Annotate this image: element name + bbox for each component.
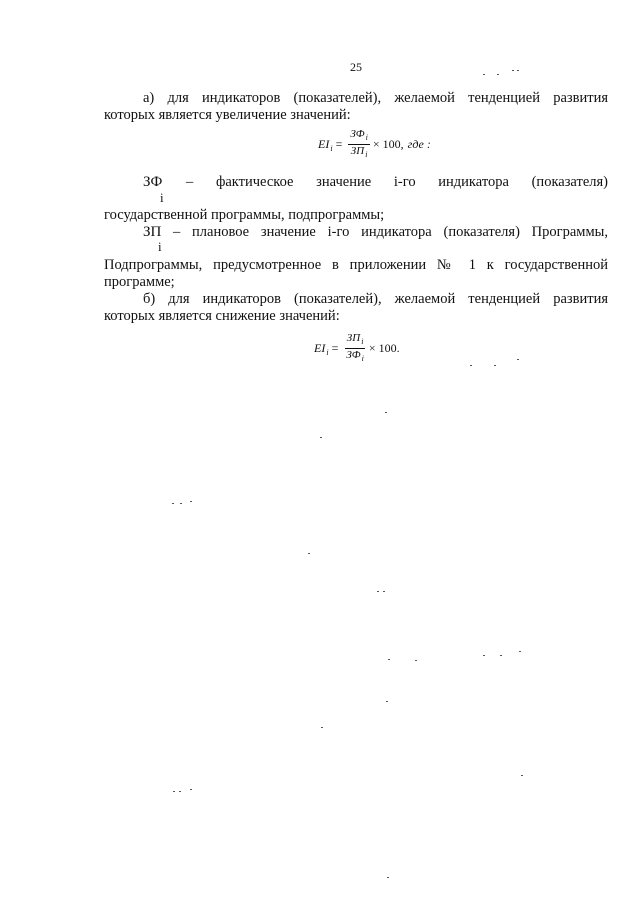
scan-speck bbox=[497, 74, 499, 75]
scan-speck bbox=[519, 651, 521, 652]
def-zf-line-2: государственной программы, подпрограммы; bbox=[104, 207, 385, 223]
scan-speck bbox=[517, 70, 519, 71]
scan-speck bbox=[517, 359, 519, 360]
def-zf-symbol: ЗФ bbox=[143, 174, 163, 190]
def-zp-subscript: i bbox=[158, 239, 162, 254]
page-number: 25 bbox=[350, 60, 362, 74]
formula-where: где : bbox=[407, 137, 431, 151]
para-a-line-2: которых является увеличение значений: bbox=[104, 107, 351, 123]
scan-speck bbox=[521, 775, 523, 776]
formula-fraction bbox=[344, 332, 366, 365]
scan-speck bbox=[321, 727, 323, 728]
def-zf-subscript: i bbox=[160, 190, 164, 205]
scan-speck bbox=[470, 365, 472, 366]
scan-speck bbox=[483, 655, 485, 656]
formula-numerator: $ЗП_i$ bbox=[345, 332, 366, 349]
scan-speck bbox=[494, 365, 496, 366]
scan-speck bbox=[180, 503, 182, 504]
formula-lhs: $EI_i$ bbox=[314, 340, 329, 357]
formula-decrease bbox=[314, 332, 400, 365]
def-zf-line-1: – фактическое значение i-го индикатора (показателя) bbox=[186, 174, 608, 190]
scan-speck bbox=[172, 503, 174, 504]
def-zp-line-2: Подпрограммы, предусмотренное в приложении № 1 к государственной bbox=[104, 257, 608, 273]
scan-speck bbox=[387, 877, 389, 878]
formula-numerator: $ЗФ_i$ bbox=[348, 128, 370, 145]
formula-denominator: $ЗП_i$ bbox=[350, 145, 368, 159]
formula-lhs: $EI_i$ bbox=[318, 136, 333, 153]
scan-speck bbox=[179, 791, 181, 792]
formula-increase bbox=[318, 128, 431, 161]
def-zp-symbol: ЗП bbox=[143, 224, 162, 240]
scan-speck bbox=[173, 791, 175, 792]
scan-speck bbox=[415, 660, 417, 661]
scan-speck bbox=[386, 701, 388, 702]
def-zp-line-3: программе; bbox=[104, 274, 175, 290]
scan-speck bbox=[308, 553, 310, 554]
formula-fraction bbox=[348, 128, 370, 161]
formula-denominator: $ЗФ_i$ bbox=[346, 349, 364, 363]
scan-speck bbox=[377, 591, 379, 592]
scan-speck bbox=[383, 591, 385, 592]
para-b-line-1: б) для индикаторов (показателей), желаемой тенденцией развития bbox=[143, 291, 608, 307]
para-a-line-1: а) для индикаторов (показателей), желаемой тенденцией развития bbox=[143, 90, 608, 106]
formula-multiplier: × 100. bbox=[368, 341, 400, 355]
scan-speck bbox=[483, 74, 485, 75]
scan-speck bbox=[320, 437, 322, 438]
scan-speck bbox=[385, 412, 387, 413]
formula-equals: = bbox=[331, 341, 339, 355]
formula-equals: = bbox=[335, 137, 343, 151]
para-b-line-2: которых является снижение значений: bbox=[104, 308, 340, 324]
def-zp-line-1: – плановое значение i-го индикатора (показателя) Программы, bbox=[173, 224, 608, 240]
scan-speck bbox=[500, 655, 502, 656]
scan-speck bbox=[190, 789, 192, 790]
scan-speck bbox=[190, 501, 192, 502]
scan-speck bbox=[512, 70, 514, 71]
formula-multiplier: × 100, bbox=[372, 137, 404, 151]
scan-speck bbox=[388, 659, 390, 660]
